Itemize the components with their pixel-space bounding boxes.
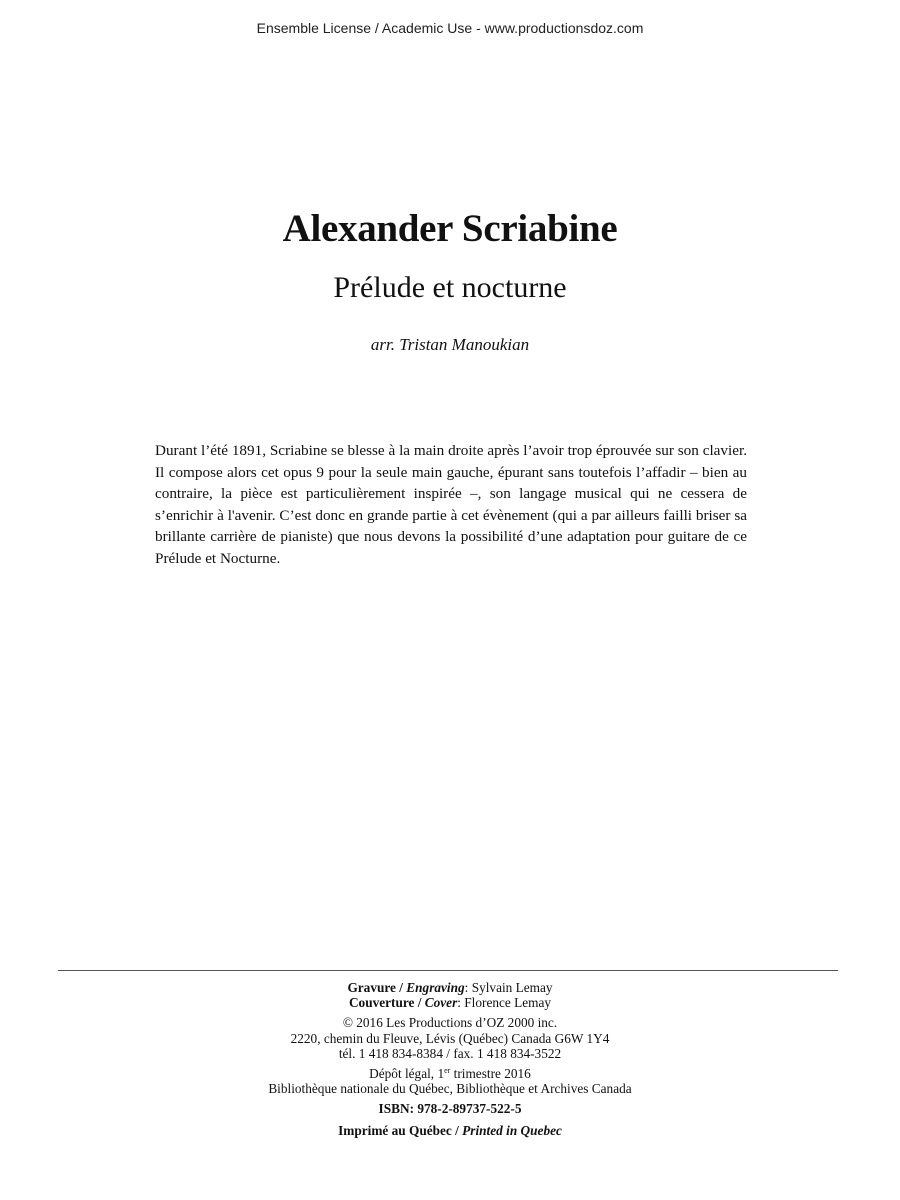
address-line: 2220, chemin du Fleuve, Lévis (Québec) Canada G6W 1Y4 (290, 1030, 610, 1046)
arranger-credit: arr. Tristan Manoukian (370, 335, 530, 354)
footer-divider (58, 970, 838, 971)
legal-deposit-line (0, 1066, 900, 1081)
legal-deposit-sup: er (444, 1066, 451, 1076)
printed-en: Printed in Quebec (462, 1122, 562, 1138)
engraving-value: : Sylvain Lemay (464, 980, 553, 995)
engraving-label-fr: Gravure / (347, 980, 407, 995)
license-watermark: Ensemble License / Academic Use - www.productionsdoz.com (256, 20, 644, 36)
intro-paragraph: Durant l’été 1891, Scriabine se blesse à la main droite après l’avoir trop éprouvée sur son clavier. Il compose alors cet opus 9 pour la seule main gauche, épurant sans toutefois l’affadir – bien au contraire, la pièce est particulièrement inspirée –, son langage musical qui ne cessera de s’enrichir à l'avenir. C’est donc en grande partie à cet évènement (qui a par ailleurs failli briser sa brillante carrière de pianiste) que nous devons la possibilité d’une adaptation pour guitare de ce Prélude et Nocturne. (155, 442, 747, 567)
cover-value: : Florence Lemay (457, 995, 552, 1011)
composer-name: Alexander Scriabine (282, 207, 618, 250)
engraving-credit (0, 980, 900, 995)
printed-line (0, 1123, 900, 1138)
copyright-line: © 2016 Les Productions d’OZ 2000 inc. (342, 1015, 558, 1031)
cover-label-en: Cover (424, 995, 458, 1011)
printed-fr: Imprimé au Québec / (338, 1122, 463, 1138)
isbn-line: ISBN: 978-2-89737-522-5 (378, 1101, 522, 1117)
libraries-line: Bibliothèque nationale du Québec, Bibliothèque et Archives Canada (268, 1081, 632, 1097)
engraving-label-en: Engraving (406, 980, 465, 995)
cover-label-fr: Couverture / (348, 995, 425, 1011)
legal-deposit-suffix: trimestre 2016 (450, 1066, 531, 1082)
cover-credit (0, 995, 900, 1010)
phone-line: tél. 1 418 834-8384 / fax. 1 418 834-3522 (338, 1045, 562, 1061)
work-title: Prélude et nocturne (333, 271, 567, 304)
legal-deposit-prefix: Dépôt légal, 1 (369, 1066, 445, 1082)
credits-block (0, 980, 900, 1138)
